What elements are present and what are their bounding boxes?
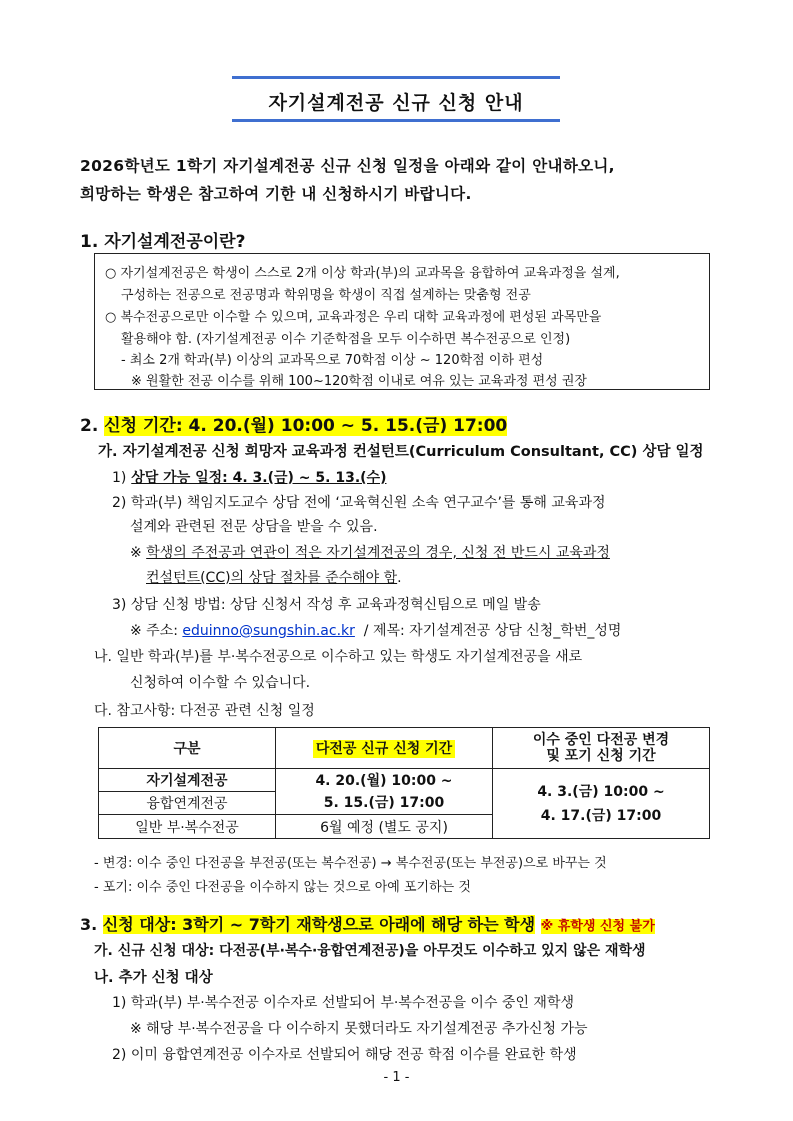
- item1-text: 상담 가능 일정: 4. 3.(금) ~ 5. 13.(수): [131, 470, 387, 486]
- header-change-line2: 및 포기 신청 기간: [546, 748, 656, 764]
- intro-line-2: 희망하는 학생은 참고하여 기한 내 신청하시기 바랍니다.: [80, 185, 472, 203]
- change-line1: 4. 3.(금) 10:00 ~: [537, 783, 665, 800]
- row-convergence: 융합연계전공: [99, 792, 276, 815]
- definition-box: [94, 253, 710, 390]
- header-change-period: [493, 728, 710, 769]
- contact-line: [130, 620, 621, 640]
- note-text-2: 컨설턴트(CC)의 상담 절차를 준수해야 함: [146, 570, 398, 586]
- header-new-period-text: 다전공 신규 신청 기간: [313, 740, 455, 758]
- title-block: [232, 76, 560, 122]
- section3-heading: [80, 912, 655, 935]
- table-row: [99, 769, 710, 792]
- box-line-1: ○ 자기설계전공은 학생이 스스로 2개 이상 학과(부)의 교과목을 융합하여 교육과정을 설계,: [105, 266, 620, 281]
- section3-ga: 가. 신규 신청 대상: 다전공(부·복수·융합연계전공)을 아무것도 이수하고 있지 않은 재학생: [94, 943, 646, 959]
- box-line-5: - 최소 2개 학과(부) 이상의 교과목으로 70학점 이상 ~ 120학점 이하 편성: [121, 353, 544, 368]
- section2-ga: 가. 자기설계전공 신청 희망자 교육과정 컨설턴트(Curriculum Consultant, CC) 상담 일정: [98, 444, 704, 460]
- title-bottom-rule: [232, 119, 560, 122]
- note-change: - 변경: 이수 중인 다전공을 부전공(또는 복수전공) → 복수전공(또는 부전공)으로 바꾸는 것: [94, 856, 607, 871]
- section2-item3: 3) 상담 신청 방법: 상담 신청서 작성 후 교육과정혁신팀으로 메일 발송: [112, 597, 541, 613]
- change-period-cell: [493, 769, 710, 839]
- note-mark: ※: [130, 545, 142, 561]
- title-top-rule: [232, 76, 560, 79]
- period-line2: 5. 15.(금) 17:00: [323, 794, 445, 811]
- section2-na-line1: 나. 일반 학과(부)를 부·복수전공으로 이수하고 있는 학생도 자기설계전공을 새로: [94, 649, 583, 665]
- intro-line-1: 2026학년도 1학기 자기설계전공 신규 신청 일정을 아래와 같이 안내하오니,: [80, 157, 615, 175]
- item1-number: 1): [112, 470, 127, 486]
- note-end: .: [397, 570, 402, 586]
- header-new-period: [276, 728, 493, 769]
- section3-item1-note: ※ 해당 부·복수전공을 다 이수하지 못했더라도 자기설계전공 추가신청 가능: [130, 1021, 588, 1037]
- box-line-2: 구성하는 전공으로 전공명과 학위명을 학생이 직접 설계하는 맞춤형 전공: [121, 288, 531, 303]
- page-title: 자기설계전공 신규 신청 안내: [268, 92, 524, 114]
- section2-note-line2: [146, 567, 402, 587]
- row-general: 일반 부·복수전공: [99, 815, 276, 839]
- page-number: - 1 -: [383, 1070, 410, 1085]
- section1-heading: 1. 자기설계전공이란?: [80, 232, 246, 252]
- note-text-1: 학생의 주전공과 연관이 적은 자기설계전공의 경우, 신청 전 반드시 교육과정: [146, 545, 610, 561]
- table-header-row: [99, 728, 710, 769]
- section3-item1: 1) 학과(부) 부·복수전공 이수자로 선발되어 부·복수전공을 이수 중인 재학생: [112, 995, 574, 1011]
- address-label: ※ 주소:: [130, 623, 178, 639]
- section3-na: 나. 추가 신청 대상: [94, 970, 213, 986]
- section3-number: 3.: [80, 915, 98, 934]
- box-line-4: 활용해야 함. (자기설계전공 이수 기준학점을 모두 이수하면 복수전공으로 인정): [121, 332, 571, 347]
- box-line-6: ※ 원활한 전공 이수를 위해 100~120학점 이내로 여유 있는 교육과정 편성 권장: [131, 374, 587, 389]
- section2-item2-line2: 설계와 관련된 전문 상담을 받을 수 있음.: [130, 519, 378, 535]
- row-general-period: 6월 예정 (별도 공지): [276, 815, 493, 839]
- section2-title: 신청 기간: 4. 20.(월) 10:00 ~ 5. 15.(금) 17:00: [104, 416, 508, 436]
- section2-heading: [80, 411, 507, 436]
- header-category: 구분: [99, 728, 276, 769]
- new-period-cell: [276, 769, 493, 815]
- schedule-table: [98, 727, 710, 839]
- section2-item1: [112, 467, 386, 487]
- section2-na-line2: 신청하여 이수할 수 있습니다.: [130, 675, 311, 691]
- row-self-designed: 자기설계전공: [99, 769, 276, 792]
- section3-title: 신청 대상: 3학기 ~ 7학기 재학생으로 아래에 해당 하는 학생: [102, 915, 536, 934]
- section2-da: 다. 참고사항: 다전공 관련 신청 일정: [94, 703, 315, 719]
- email-link[interactable]: eduinno@sungshin.ac.kr: [182, 623, 355, 639]
- section3-warning: ※ 휴학생 신청 불가: [540, 919, 655, 934]
- note-giveup: - 포기: 이수 중인 다전공을 이수하지 않는 것으로 아예 포기하는 것: [94, 880, 471, 895]
- box-line-3: ○ 복수전공으로만 이수할 수 있으며, 교육과정은 우리 대학 교육과정에 편성된 과목만을: [105, 310, 602, 325]
- section2-note-line1: [130, 542, 610, 562]
- period-line1: 4. 20.(월) 10:00 ~: [315, 772, 453, 789]
- header-change-line1: 이수 중인 다전공 변경: [532, 732, 670, 748]
- section3-item2: 2) 이미 융합연계전공 이수자로 선발되어 해당 전공 학점 이수를 완료한 학생: [112, 1047, 577, 1063]
- section2-number: 2.: [80, 416, 99, 436]
- change-line2: 4. 17.(금) 17:00: [540, 807, 662, 824]
- section2-item2-line1: 2) 학과(부) 책임지도교수 상담 전에 ‘교육혁신원 소속 연구교수’를 통해 교육과정: [112, 495, 606, 511]
- mail-subject: / 제목: 자기설계전공 상담 신청_학번_성명: [363, 623, 622, 639]
